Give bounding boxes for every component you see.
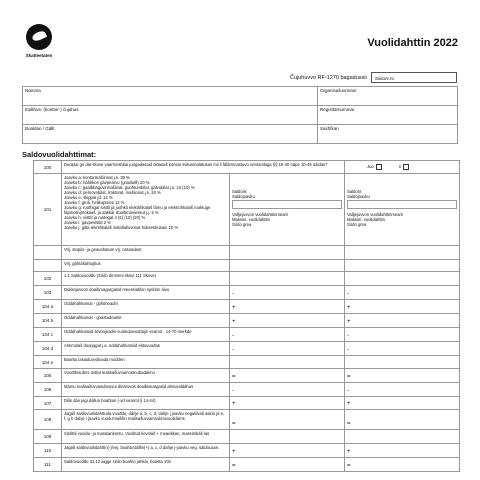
value-cell[interactable] <box>345 272 460 286</box>
case-officer-field[interactable]: Sashfkan <box>318 125 458 144</box>
table-row <box>34 397 460 410</box>
logo-mark-icon <box>26 24 52 50</box>
row-text: Saldovuodđu 31.12 áigge sirdo boahto jahkái, boasta 102 <box>62 458 230 472</box>
name-field[interactable]: Namma <box>23 87 318 106</box>
table-row <box>34 356 460 369</box>
row-text: Vrij. stopilo- ja geavahatum vrj. ossosdanr. <box>62 246 230 260</box>
row-text: Jagáš saldovuolidahttuda vuođđu, dárije á, b, c, d, dahje j joavku negatiivaš saldo já e, f, g h dahje i joavku vuodu'maššin realisašuvvamsubmivuolidáms <box>62 410 230 430</box>
value-cell[interactable]: = <box>345 458 460 472</box>
table-row <box>34 369 460 383</box>
row-code: 104 d <box>34 342 62 356</box>
group-line: Joavku c: gaalbbagúvirmašiinat, guohtumbilat, gálvubilat j.s. 24 (10) % <box>64 185 195 190</box>
value-cell[interactable]: - <box>345 286 460 300</box>
sheet-number-field[interactable]: Siidonr.nr. <box>371 72 457 83</box>
no-checkbox[interactable] <box>403 164 409 170</box>
table-row <box>34 410 460 430</box>
address-field[interactable]: Eallihus- (konttor-) čujuhus <box>23 106 318 125</box>
group-line: Joavku i: gávpevisttit 2 % <box>64 220 112 225</box>
table-row <box>34 272 460 286</box>
row-text: Jagáš saldovuolidahttin(-)/vej. boahto'dällin(+) a, c, d dahje j-joavku veg. sáldocaan. <box>62 444 230 458</box>
table-row <box>34 458 460 472</box>
row-text: Mámu realisašuvvasubvuvui dinárvvos doaibiseargasid almuvaldáhus <box>62 383 230 397</box>
table-row <box>34 246 460 260</box>
group-line: Joavku e: skippat jd. 14 % <box>64 195 113 200</box>
group-label: Saldojoavku <box>232 194 255 199</box>
value-cell[interactable]: = <box>345 410 460 430</box>
value-cell[interactable]: - <box>230 328 345 342</box>
row-text: Oddahahkamat - golloheadni <box>62 300 230 314</box>
table-row <box>34 300 460 314</box>
value-cell[interactable]: = <box>230 458 345 472</box>
row-text: Sirdittii vuoidu- ja massiankontu. Vuolitud lievnlaš + meaekkan, massimkáš las <box>62 430 230 444</box>
value-cell[interactable] <box>345 356 460 369</box>
row-text: Boahtu lasaiduvvidvada mudden <box>62 356 230 369</box>
row-code: 103 <box>34 286 62 300</box>
municipality-field[interactable]: Boaldan / Gällt <box>23 125 318 144</box>
table-row <box>34 328 460 342</box>
value-cell[interactable]: + <box>230 300 345 314</box>
group-line: Joavku h: visttit ja rustegat 4 (6) (10) (20) % <box>64 215 146 220</box>
value-cell[interactable]: = <box>345 369 460 383</box>
balance-column-left <box>230 174 345 246</box>
row-text: Vuođđosubmi ovttal realisašuvvamostnubadáimo <box>62 369 230 383</box>
row-text: Almmolaš doarjagat j.a. oddahahkamiid ektavuođas <box>62 342 230 356</box>
value-cell[interactable]: - <box>230 286 345 300</box>
group-line: Joavku b: háhkkon gávpeárvu (goodwill) 20 % <box>64 180 150 185</box>
value-label: Valljejuvvon vuolidahttinmearri <box>232 212 289 217</box>
value-cell[interactable]: + <box>345 314 460 328</box>
table-row <box>34 174 460 246</box>
row-code: 104 e <box>34 356 62 369</box>
balance-column-right <box>345 174 460 246</box>
group-label: Saldojoavku <box>347 194 370 199</box>
info-table <box>22 86 458 144</box>
no-label: Ii <box>398 164 402 170</box>
group-list <box>62 174 230 246</box>
value-cell[interactable]: - <box>230 383 345 397</box>
value-cell[interactable]: + <box>230 444 345 458</box>
document-title: Vuolidahttin 2022 <box>367 37 458 49</box>
group-line: Joavku a: kontormašiinnat j.s. 30 % <box>64 175 130 180</box>
row-code: 104 b <box>34 314 62 328</box>
section-title: Saldovuolidahttimat: <box>22 150 97 159</box>
row-text: Vrij. gáhtášahtujhus <box>62 260 230 272</box>
registration-field[interactable]: Registtarnummar <box>318 106 458 125</box>
rate-label: Sirdo grea <box>232 222 252 227</box>
group-input[interactable] <box>232 200 342 209</box>
value-cell[interactable]: - <box>230 342 345 356</box>
value-cell[interactable] <box>345 260 460 272</box>
group-input[interactable] <box>347 200 457 209</box>
group-line: Joavku g: ruoftsgat sisttit já juohkit elektrihkalaš fámu ja elektrohkalaš ruoktuge fápmolinjmokaaš, ja dakkár doaibmaviessut j.j. 5 % <box>64 205 211 215</box>
table-row <box>34 430 460 444</box>
group-line: Joavku d: persovnbilat, traktorat, mašiinnat j.s. 20 % <box>64 190 161 195</box>
table-row <box>34 161 460 174</box>
row-code: 106 <box>34 383 62 397</box>
row-code: 105 <box>34 369 62 383</box>
row-code: 108 <box>34 410 62 430</box>
balance-label: Saldonr. <box>232 189 248 194</box>
yes-checkbox[interactable] <box>376 164 382 170</box>
value-cell[interactable]: = <box>230 369 345 383</box>
table-row <box>34 444 460 458</box>
row-text: Dukkojuvvon doaibmagargasid meessiatilon njeldon áivu <box>62 286 230 300</box>
deductions-table <box>33 160 460 472</box>
row-code: 111 <box>34 458 62 472</box>
table-row <box>34 342 460 356</box>
yes-label: Juo <box>367 164 374 170</box>
row-code: 102 <box>34 272 62 286</box>
row-text: 1.1 Saldovuodđu (Sirdo dimmmi skovi 111 Skove) <box>62 272 230 286</box>
row-text: Oddahahkamat - goastadeamit <box>62 314 230 328</box>
table-row <box>34 314 460 328</box>
table-row <box>34 260 460 272</box>
max-label: Maksim. vuolidahttin <box>347 217 385 222</box>
value-cell[interactable] <box>345 246 460 260</box>
org-number-field[interactable]: Organisašuvnnanr <box>318 87 458 106</box>
value-label: Valljejuvvon vuolidahttinmearri <box>347 212 404 217</box>
max-label: Maksim. vuolidahttin <box>232 217 270 222</box>
value-cell[interactable]: = <box>230 410 345 430</box>
value-cell[interactable]: + <box>345 444 460 458</box>
group-line: Joavku j: gitta teknihkalaš installašuvnnat hukseshusain 10 % <box>64 225 179 230</box>
row-code: 104 a <box>34 300 62 314</box>
row-code: 107 <box>34 397 62 410</box>
form-code: Čujuhuvvo RF-1270 bagadussii <box>290 75 367 81</box>
logo-text: Skatteetaten <box>25 53 53 58</box>
table-row <box>34 286 460 300</box>
logo <box>22 24 56 58</box>
value-cell[interactable] <box>230 272 345 286</box>
value-cell[interactable]: - <box>345 328 460 342</box>
value-cell[interactable]: - <box>345 383 460 397</box>
rate-label: Sirdo grea <box>347 222 367 227</box>
row-text: Dilis dán jagi dállun boahtun (-vd vearrol.§ 14-44) <box>62 397 230 410</box>
value-cell[interactable] <box>345 430 460 444</box>
row-code: 109 <box>34 430 62 444</box>
group-line: Joavku f: girdi, helikopterat 12 % <box>64 200 125 205</box>
value-cell[interactable]: + <box>230 314 345 328</box>
table-row <box>34 383 460 397</box>
row-code: 100 <box>34 161 62 174</box>
row-code: 110 <box>34 444 62 458</box>
value-cell[interactable] <box>230 430 345 444</box>
value-cell[interactable]: - <box>345 342 460 356</box>
value-cell[interactable]: + <box>230 397 345 410</box>
value-cell[interactable]: + <box>345 397 460 410</box>
balance-label: Saldonr. <box>347 189 363 194</box>
yes-no-choice <box>345 161 460 174</box>
row-code: 104 c <box>34 328 62 342</box>
value-cell[interactable] <box>230 260 345 272</box>
row-code: 101 <box>34 174 62 246</box>
row-text: Oddahahkamiid árvoojeadin vuoleduvvuittujin vearrol.. 14-70 merkde <box>62 328 230 342</box>
value-cell[interactable]: + <box>345 300 460 314</box>
value-cell[interactable] <box>230 356 345 369</box>
value-cell[interactable] <box>230 246 345 260</box>
row-text: Duoptai go dat skove vaarmoshkai juogadasaid oktasaš kontus svitusmalatusas mii li fálámmastuvo vearanilaga §§ 10-40 nápe 10-45 náidas? <box>62 161 345 174</box>
